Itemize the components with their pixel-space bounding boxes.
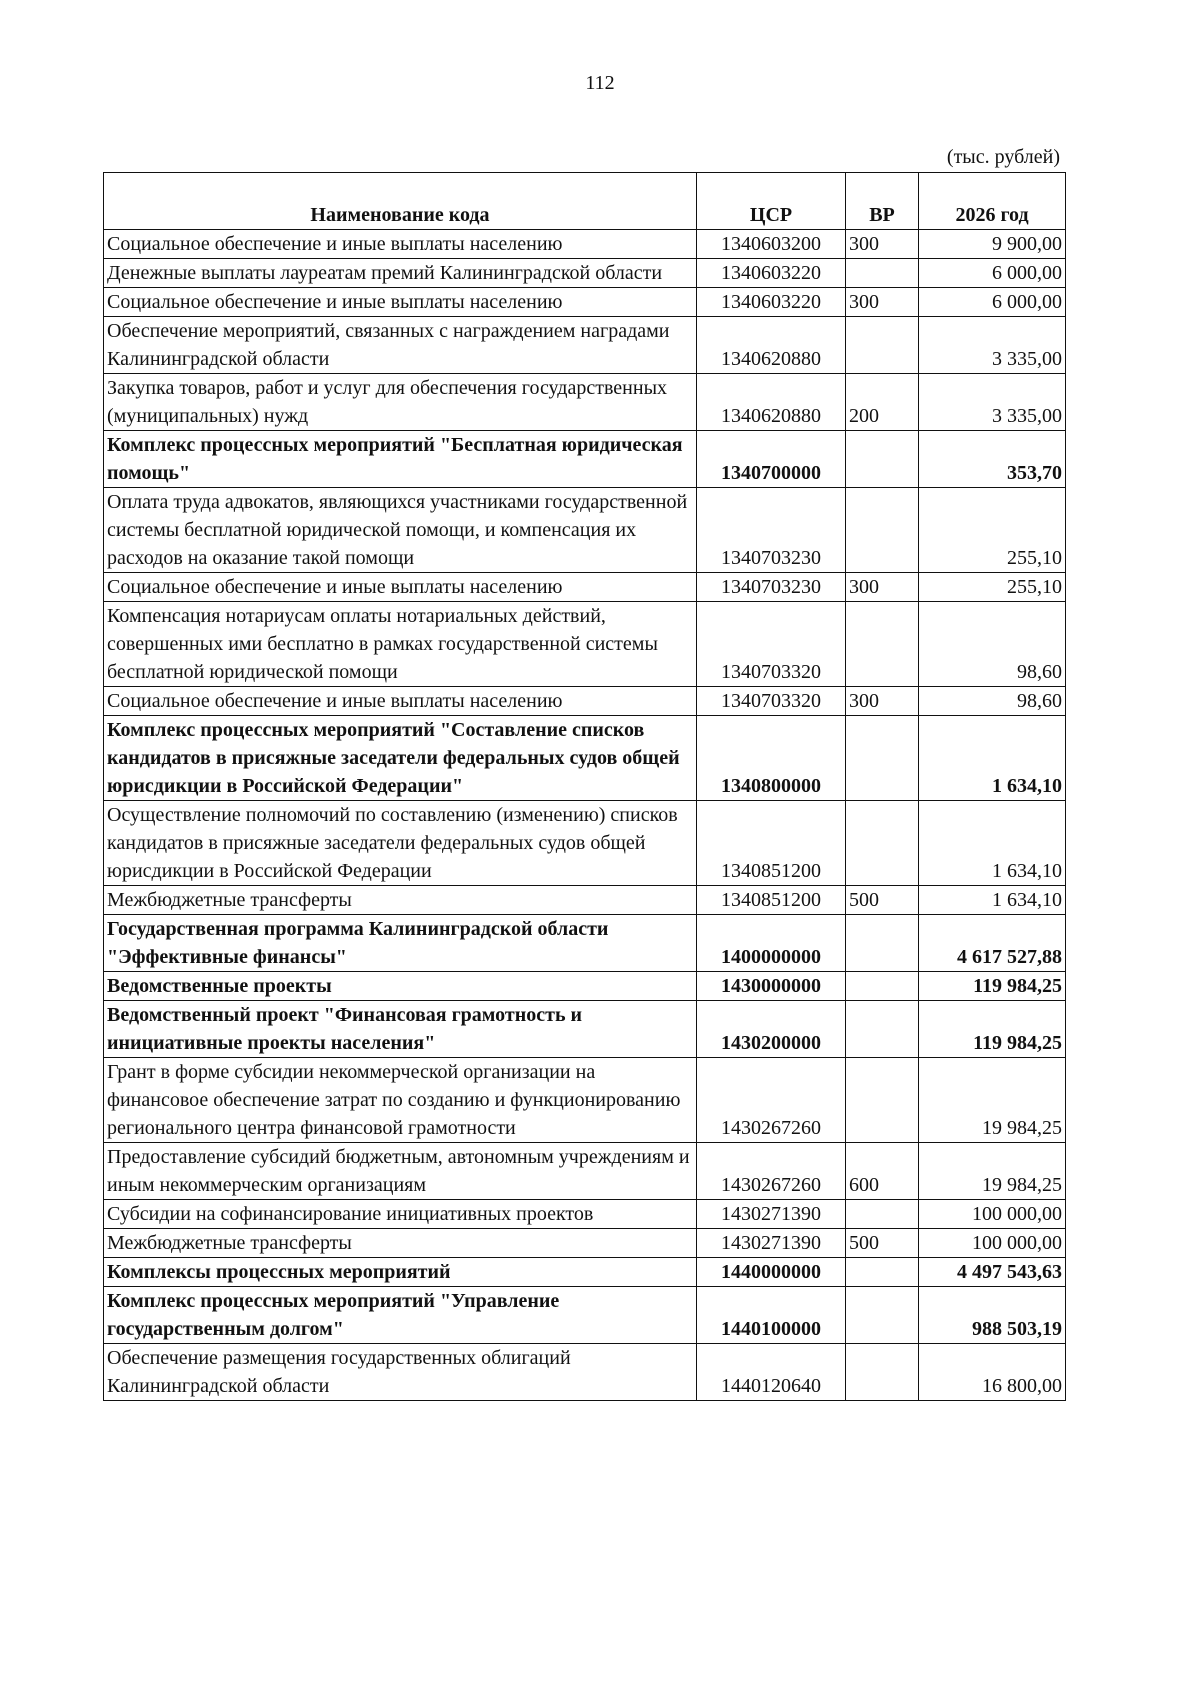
cell-name: Грант в форме субсидии некоммерческой организации на финансовое обеспечение затрат по созданию и функционированию регионального центра финансовой грамотности [104, 1058, 697, 1143]
cell-amount: 9 900,00 [919, 230, 1066, 259]
cell-name: Комплекс процессных мероприятий "Составление списков кандидатов в присяжные заседатели федеральных судов общей юрисдикции в Российской Федерации" [104, 716, 697, 801]
cell-csr: 1340800000 [697, 716, 846, 801]
cell-csr: 1340620880 [697, 374, 846, 431]
table-row [104, 374, 1066, 431]
cell-amount: 6 000,00 [919, 259, 1066, 288]
table-row [104, 1344, 1066, 1401]
table-row [104, 1258, 1066, 1287]
cell-name: Ведомственный проект "Финансовая грамотность и инициативные проекты населения" [104, 1001, 697, 1058]
cell-name: Обеспечение мероприятий, связанных с награждением наградами Калининградской области [104, 317, 697, 374]
cell-csr: 1340620880 [697, 317, 846, 374]
units-label: (тыс. рублей) [946, 146, 1060, 168]
table-row [104, 1287, 1066, 1344]
cell-csr: 1430200000 [697, 1001, 846, 1058]
cell-vr [846, 488, 919, 573]
table-row [104, 972, 1066, 1001]
cell-vr [846, 1258, 919, 1287]
header-vr: ВР [846, 173, 919, 230]
cell-csr: 1430271390 [697, 1229, 846, 1258]
cell-vr [846, 915, 919, 972]
cell-name: Закупка товаров, работ и услуг для обеспечения государственных (муниципальных) нужд [104, 374, 697, 431]
header-year: 2026 год [919, 173, 1066, 230]
cell-name: Субсидии на софинансирование инициативных проектов [104, 1200, 697, 1229]
table-row [104, 1229, 1066, 1258]
cell-vr [846, 259, 919, 288]
cell-amount: 1 634,10 [919, 716, 1066, 801]
cell-vr: 600 [846, 1143, 919, 1200]
budget-table [103, 172, 1066, 1401]
cell-name: Социальное обеспечение и иные выплаты населению [104, 288, 697, 317]
cell-vr: 500 [846, 1229, 919, 1258]
cell-amount: 100 000,00 [919, 1200, 1066, 1229]
table-row [104, 886, 1066, 915]
table-row [104, 259, 1066, 288]
cell-vr: 500 [846, 886, 919, 915]
cell-amount: 98,60 [919, 602, 1066, 687]
table-row [104, 431, 1066, 488]
cell-amount: 3 335,00 [919, 317, 1066, 374]
cell-amount: 3 335,00 [919, 374, 1066, 431]
table-row [104, 1058, 1066, 1143]
cell-vr [846, 1200, 919, 1229]
cell-amount: 1 634,10 [919, 886, 1066, 915]
cell-vr [846, 1287, 919, 1344]
cell-csr: 1430267260 [697, 1058, 846, 1143]
cell-vr [846, 317, 919, 374]
table-row [104, 801, 1066, 886]
cell-name: Комплекс процессных мероприятий "Бесплатная юридическая помощь" [104, 431, 697, 488]
cell-vr [846, 801, 919, 886]
cell-name: Социальное обеспечение и иные выплаты населению [104, 573, 697, 602]
cell-amount: 988 503,19 [919, 1287, 1066, 1344]
cell-amount: 119 984,25 [919, 972, 1066, 1001]
table-row [104, 1001, 1066, 1058]
cell-vr [846, 431, 919, 488]
cell-name: Межбюджетные трансферты [104, 1229, 697, 1258]
table-row [104, 288, 1066, 317]
cell-amount: 119 984,25 [919, 1001, 1066, 1058]
cell-name: Предоставление субсидий бюджетным, автономным учреждениям и иным некоммерческим организациям [104, 1143, 697, 1200]
cell-amount: 255,10 [919, 488, 1066, 573]
cell-vr [846, 1001, 919, 1058]
cell-name: Денежные выплаты лауреатам премий Калининградской области [104, 259, 697, 288]
cell-csr: 1440120640 [697, 1344, 846, 1401]
table-row [104, 687, 1066, 716]
cell-csr: 1340700000 [697, 431, 846, 488]
cell-vr: 300 [846, 230, 919, 259]
cell-csr: 1440000000 [697, 1258, 846, 1287]
header-name: Наименование кода [104, 173, 697, 230]
table-row [104, 488, 1066, 573]
cell-amount: 98,60 [919, 687, 1066, 716]
table-header-row [104, 173, 1066, 230]
cell-name: Комплекс процессных мероприятий "Управление государственным долгом" [104, 1287, 697, 1344]
cell-amount: 6 000,00 [919, 288, 1066, 317]
table-row [104, 317, 1066, 374]
cell-amount: 100 000,00 [919, 1229, 1066, 1258]
table-row [104, 1200, 1066, 1229]
cell-name: Межбюджетные трансферты [104, 886, 697, 915]
cell-name: Социальное обеспечение и иные выплаты населению [104, 687, 697, 716]
cell-amount: 19 984,25 [919, 1058, 1066, 1143]
table-row [104, 573, 1066, 602]
cell-amount: 353,70 [919, 431, 1066, 488]
cell-vr: 300 [846, 288, 919, 317]
cell-name: Компенсация нотариусам оплаты нотариальных действий, совершенных ими бесплатно в рамках государственной системы бесплатной юридической помощи [104, 602, 697, 687]
cell-name: Оплата труда адвокатов, являющихся участниками государственной системы бесплатной юридической помощи, и компенсация их расходов на оказание такой помощи [104, 488, 697, 573]
cell-vr [846, 972, 919, 1001]
cell-amount: 16 800,00 [919, 1344, 1066, 1401]
cell-csr: 1440100000 [697, 1287, 846, 1344]
cell-vr [846, 602, 919, 687]
cell-csr: 1430000000 [697, 972, 846, 1001]
cell-amount: 255,10 [919, 573, 1066, 602]
page-number: 112 [585, 72, 615, 94]
table-row [104, 602, 1066, 687]
cell-name: Ведомственные проекты [104, 972, 697, 1001]
cell-name: Осуществление полномочий по составлению (изменению) списков кандидатов в присяжные заседатели федеральных судов общей юрисдикции в Российской Федерации [104, 801, 697, 886]
cell-vr [846, 1058, 919, 1143]
cell-csr: 1340603220 [697, 259, 846, 288]
cell-csr: 1340703230 [697, 488, 846, 573]
table-row [104, 915, 1066, 972]
cell-amount: 4 497 543,63 [919, 1258, 1066, 1287]
cell-csr: 1340703320 [697, 687, 846, 716]
cell-vr [846, 1344, 919, 1401]
table-body [104, 230, 1066, 1401]
header-csr: ЦСР [697, 173, 846, 230]
cell-csr: 1400000000 [697, 915, 846, 972]
cell-vr: 300 [846, 687, 919, 716]
cell-csr: 1430267260 [697, 1143, 846, 1200]
cell-csr: 1340603220 [697, 288, 846, 317]
cell-name: Социальное обеспечение и иные выплаты населению [104, 230, 697, 259]
cell-name: Комплексы процессных мероприятий [104, 1258, 697, 1287]
cell-csr: 1430271390 [697, 1200, 846, 1229]
cell-csr: 1340851200 [697, 886, 846, 915]
cell-name: Государственная программа Калининградской области "Эффективные финансы" [104, 915, 697, 972]
cell-vr: 200 [846, 374, 919, 431]
cell-vr: 300 [846, 573, 919, 602]
cell-amount: 1 634,10 [919, 801, 1066, 886]
cell-vr [846, 716, 919, 801]
table-row [104, 1143, 1066, 1200]
cell-name: Обеспечение размещения государственных облигаций Калининградской области [104, 1344, 697, 1401]
cell-csr: 1340851200 [697, 801, 846, 886]
cell-csr: 1340703230 [697, 573, 846, 602]
cell-csr: 1340703320 [697, 602, 846, 687]
cell-csr: 1340603200 [697, 230, 846, 259]
table-row [104, 716, 1066, 801]
cell-amount: 4 617 527,88 [919, 915, 1066, 972]
table-row [104, 230, 1066, 259]
cell-amount: 19 984,25 [919, 1143, 1066, 1200]
